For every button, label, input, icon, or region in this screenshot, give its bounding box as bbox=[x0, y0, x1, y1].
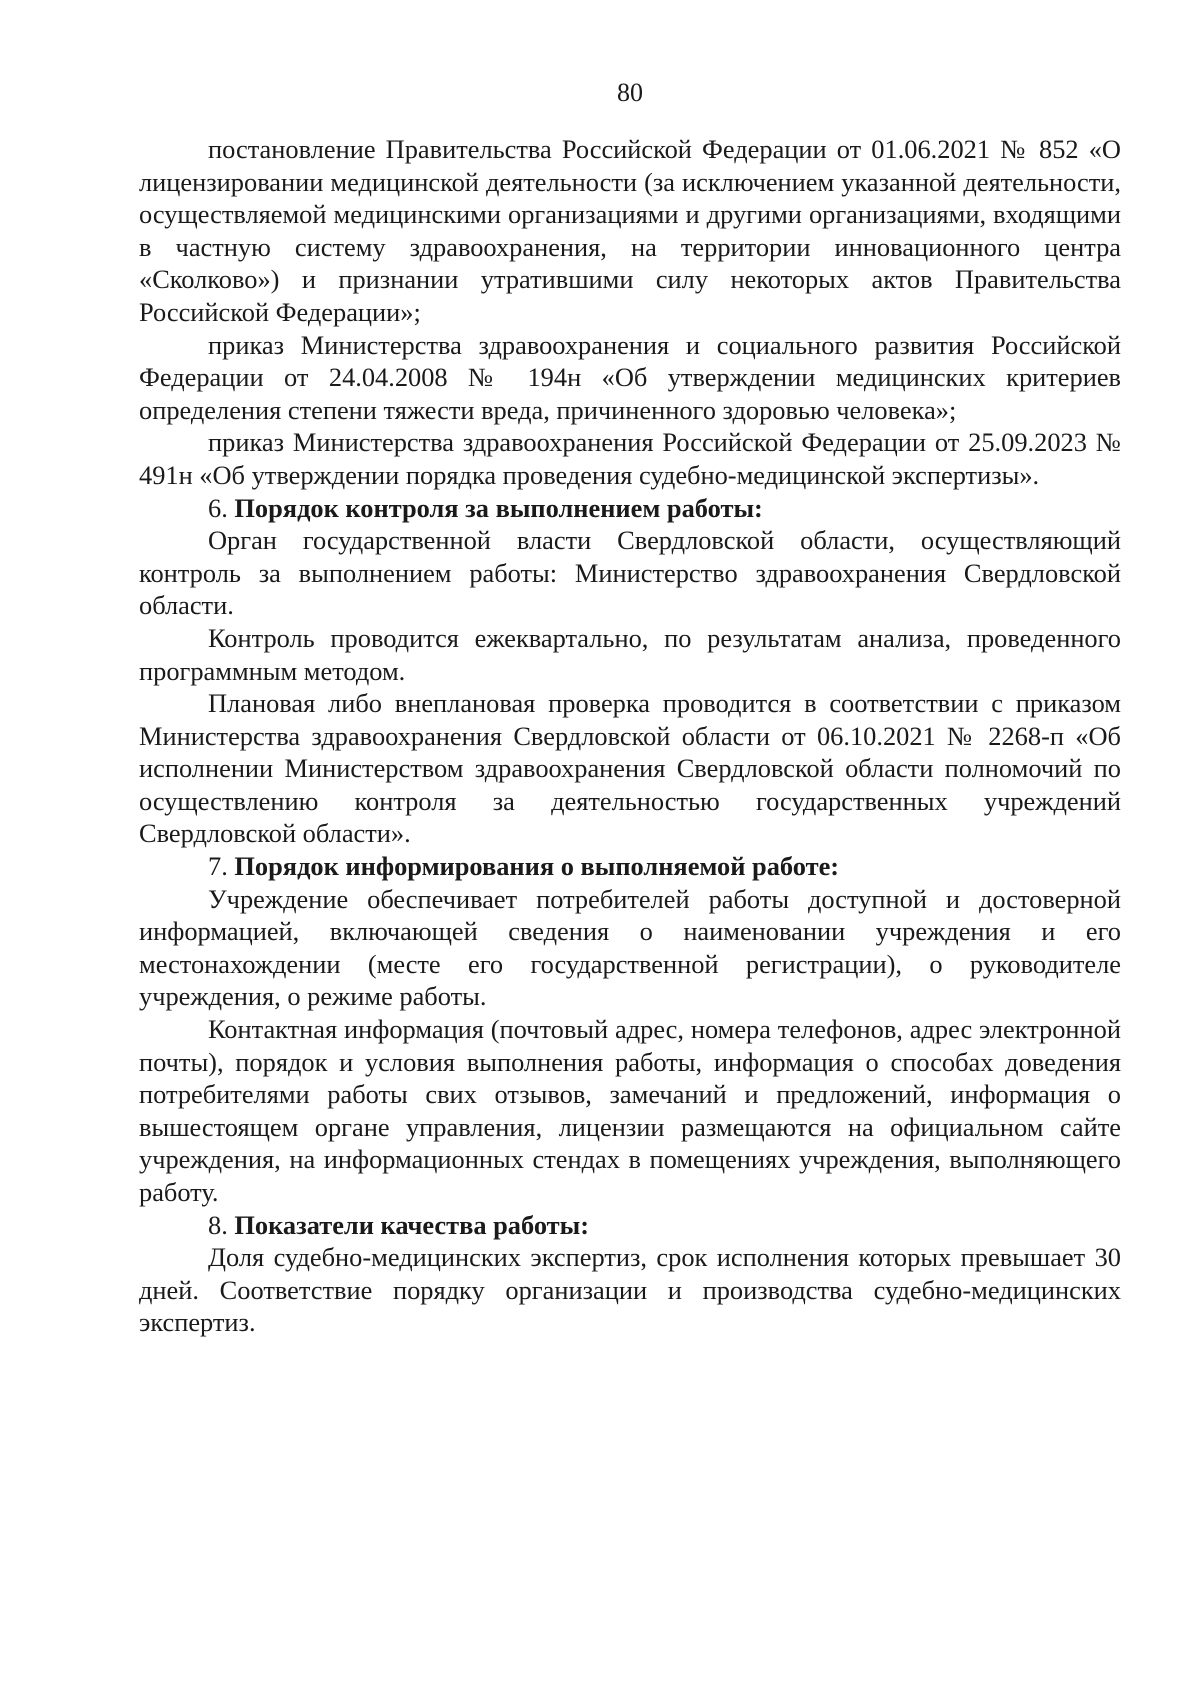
section-heading-control bbox=[139, 492, 1121, 525]
section-title: Порядок информирования о выполняемой работе: bbox=[234, 851, 840, 882]
paragraph-government-decree-852: постановление Правительства Российской Федерации от 01.06.2021 № 852 «О лицензировании медицинской деятельности (за исключением указанной деятельности, осуществляемой медицинскими организациями и другими организациями, входящими в частную систему здравоохранения, на территории инновационного центра «Сколково») и признании утратившими силу некоторых актов Правительства Российской Федерации»; bbox=[139, 134, 1121, 327]
section-number: 6. bbox=[208, 492, 228, 523]
paragraph-inspection: Плановая либо внеплановая проверка проводится в соответствии с приказом Министерства здравоохранения Свердловской области от 06.10.2021 № 2268-п «Об исполнении Министерством здравоохранения Свердловской области полномочий по осуществлению контроля за деятельностью государственных учреждений Свердловской области». bbox=[139, 688, 1121, 849]
section-number: 7. bbox=[208, 851, 228, 882]
section-title: Порядок контроля за выполнением работы: bbox=[234, 492, 763, 523]
section-heading-quality bbox=[139, 1209, 1121, 1242]
section-heading-informing bbox=[139, 850, 1121, 883]
paragraph-quality-indicators: Доля судебно-медицинских экспертиз, срок исполнения которых превышает 30 дней. Соответствие порядку организации и производства судебно-медицинских экспертиз. bbox=[139, 1242, 1121, 1338]
document-body bbox=[139, 133, 1121, 1339]
paragraph-information-provision: Учреждение обеспечивает потребителей работы доступной и достоверной информацией, включающей сведения о наименовании учреждения и его местонахождении (месте его государственной регистрации), о руководителе учреждения, о режиме работы. bbox=[139, 883, 1121, 1012]
paragraph-contact-information: Контактная информация (почтовый адрес, номера телефонов, адрес электронной почты), порядок и условия выполнения работы, информация о способах доведения потребителями работы свих отзывов, замечаний и предложений, информация о вышестоящем органе управления, лицензии размещаются на официальном сайте учреждения, на информационных стендах в помещениях учреждения, выполняющего работу. bbox=[139, 1014, 1121, 1207]
paragraph-order-194n: приказ Министерства здравоохранения и социального развития Российской Федерации от 24.04.2008 № 194н «Об утверждении медицинских критериев определения степени тяжести вреда, причиненного здоровью человека»; bbox=[139, 329, 1121, 425]
page-number: 80 bbox=[617, 78, 643, 107]
section-title: Показатели качества работы: bbox=[234, 1209, 590, 1240]
paragraph-order-491n: приказ Министерства здравоохранения Российской Федерации от 25.09.2023 № 491н «Об утверждении порядка проведения судебно-медицинской экспертизы». bbox=[139, 427, 1121, 490]
section-number: 8. bbox=[208, 1209, 228, 1240]
paragraph-control-authority: Орган государственной власти Свердловской области, осуществляющий контроль за выполнением работы: Министерство здравоохранения Свердловской области. bbox=[139, 525, 1121, 621]
paragraph-control-frequency: Контроль проводится ежеквартально, по результатам анализа, проведенного программным методом. bbox=[139, 622, 1121, 686]
